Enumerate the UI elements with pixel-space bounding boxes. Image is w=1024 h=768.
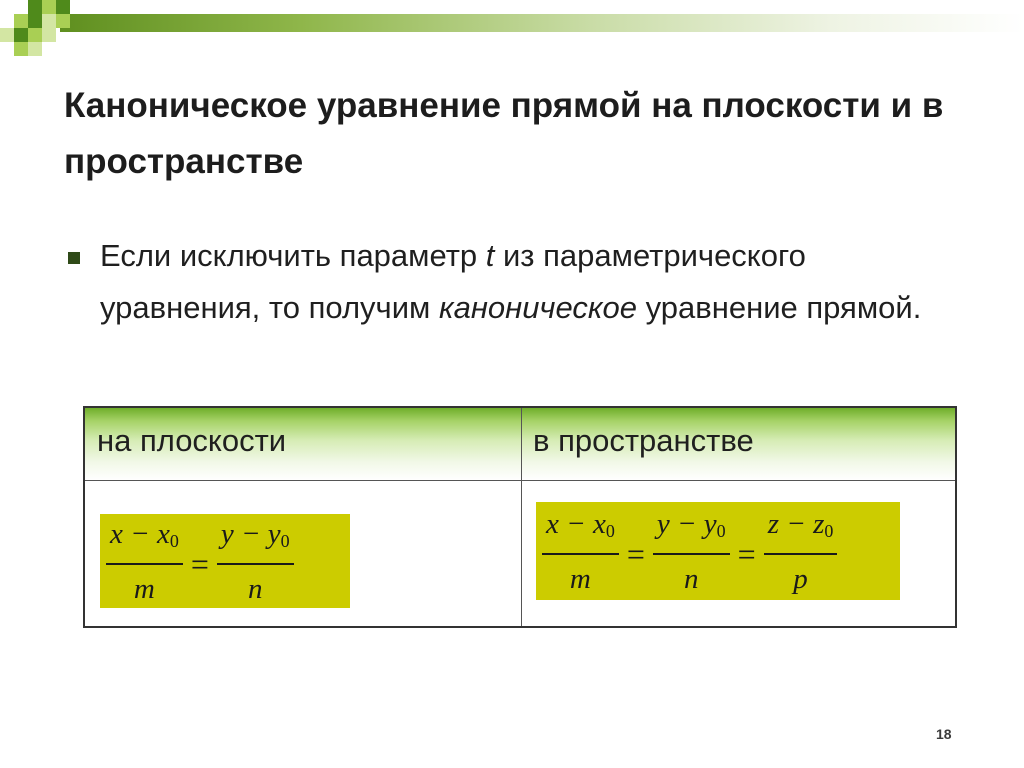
slide-title: Каноническое уравнение прямой на плоскости и в пространстве (64, 86, 944, 181)
space-canonical-formula (536, 502, 900, 600)
decor-square (14, 42, 28, 56)
fraction-bar (653, 553, 730, 555)
parameter-symbol: t (485, 238, 495, 273)
header-gradient-bar (60, 14, 1024, 32)
decor-square (14, 28, 28, 42)
numerator (653, 506, 730, 549)
numerator (106, 516, 183, 559)
fraction-bar (764, 553, 838, 555)
numerator-text: z − z (767, 507, 825, 540)
fraction-x (106, 516, 183, 607)
header-space: в пространстве (533, 423, 754, 458)
page-number: 18 (936, 726, 952, 742)
subscript: 0 (716, 520, 726, 541)
emphasized-term: каноническое (438, 290, 637, 325)
decor-square (28, 14, 42, 28)
decor-square (0, 28, 14, 42)
equals-sign: = (190, 545, 209, 582)
numerator-text: y − y (220, 517, 281, 550)
fraction-x (542, 506, 619, 597)
fraction-y (653, 506, 730, 597)
subscript: 0 (605, 520, 615, 541)
denominator: n (248, 572, 263, 605)
numerator (217, 516, 294, 559)
decor-square (56, 0, 70, 14)
decor-square (42, 14, 56, 28)
bullet-text (100, 230, 930, 334)
equals-sign: = (737, 535, 756, 572)
decor-square (56, 14, 70, 28)
subscript: 0 (280, 530, 290, 551)
numerator (764, 506, 838, 549)
plane-canonical-formula (100, 514, 350, 608)
subscript: 0 (169, 530, 179, 551)
decor-square (28, 0, 42, 14)
fraction-y (217, 516, 294, 607)
denominator: n (684, 562, 699, 595)
bullet-text-part: уравнение прямой. (637, 290, 922, 325)
decor-square (42, 28, 56, 42)
fraction-bar (217, 563, 294, 565)
denominator: m (569, 562, 591, 595)
column-divider (521, 408, 522, 626)
subscript: 0 (824, 520, 834, 541)
decor-square (42, 0, 56, 14)
decor-square (28, 28, 42, 42)
numerator-text: x − x (546, 507, 606, 540)
decor-square (28, 42, 42, 56)
numerator-text: y − y (656, 507, 717, 540)
fraction-bar (106, 563, 183, 565)
denominator: m (133, 572, 155, 605)
header-decoration (0, 0, 1024, 60)
table-header-row (85, 408, 955, 481)
numerator (542, 506, 619, 549)
bullet-text-part: Если исключить параметр (100, 238, 486, 273)
equals-sign: = (626, 535, 645, 572)
denominator: p (793, 562, 808, 595)
header-plane: на плоскости (97, 423, 287, 458)
fraction-bar (542, 553, 619, 555)
decor-square (14, 14, 28, 28)
fraction-z (764, 506, 838, 597)
numerator-text: x − x (110, 517, 170, 550)
square-bullet-icon (68, 252, 80, 264)
bullet-text-part: из параметрического уравнения, то получим (100, 238, 806, 325)
